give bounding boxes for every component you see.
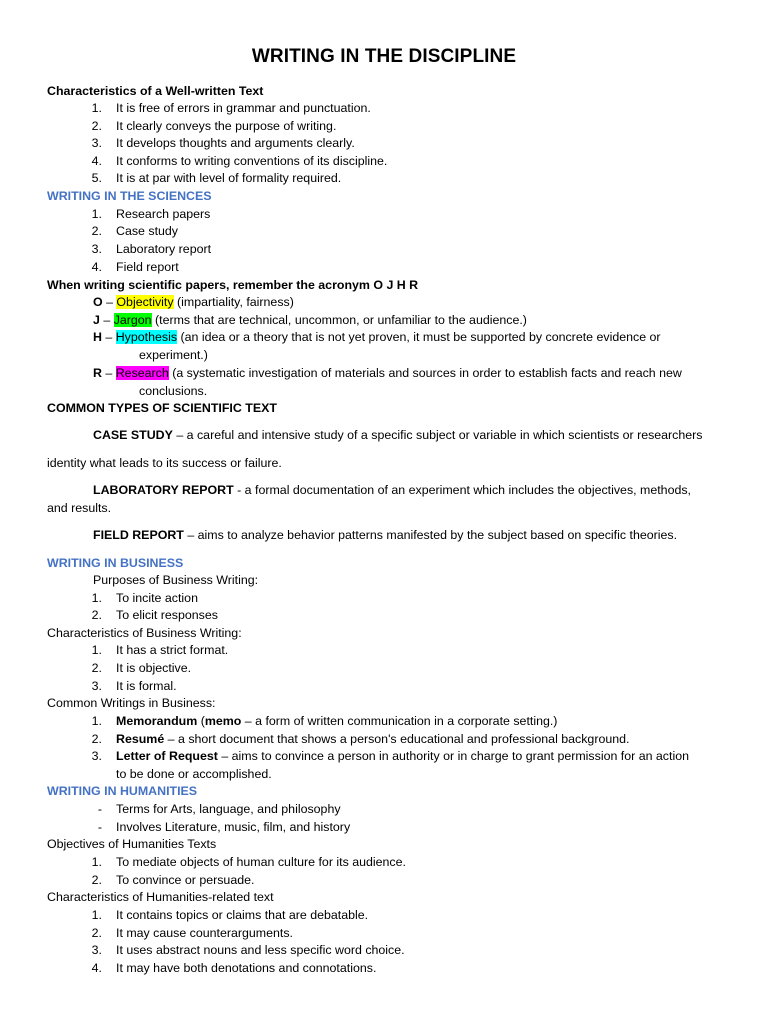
acronym-heading: When writing scientific papers, remember the acronym O J H R	[47, 278, 419, 292]
list-number: 2.	[91, 926, 102, 940]
list-number: 2.	[91, 224, 102, 238]
list-number: 2.	[91, 732, 102, 746]
section-heading-humanities: WRITING IN HUMANITIES	[47, 784, 198, 798]
list-number: 1.	[91, 101, 102, 115]
list-number: 4.	[91, 260, 102, 274]
list-item: It develops thoughts and arguments clearly.	[116, 136, 355, 150]
acronym-continuation: conclusions.	[139, 384, 208, 398]
acronym-line-h	[93, 329, 661, 345]
case-study-paragraph	[93, 427, 702, 443]
list-item: It is formal.	[116, 679, 177, 693]
list-number: 1.	[91, 643, 102, 657]
list-number: 1.	[91, 591, 102, 605]
list-item: Field report	[116, 260, 179, 274]
definition-term: Memorandum	[116, 714, 198, 728]
highlighted-term: Jargon	[113, 313, 152, 327]
definition-text: – aims to convince a person in authority or in charge to grant permission for an action	[217, 749, 689, 763]
list-item	[116, 713, 557, 729]
list-number: 3.	[91, 242, 102, 256]
list-item: It is free of errors in grammar and punctuation.	[116, 101, 371, 115]
list-item: To incite action	[116, 591, 198, 605]
list-item: It uses abstract nouns and less specific word choice.	[116, 943, 405, 957]
list-number: 1.	[91, 207, 102, 221]
acronym-dash: –	[99, 313, 114, 327]
definition-text: – a careful and intensive study of a specific subject or variable in which scientists or researchers	[172, 428, 703, 442]
acronym-description: (a systematic investigation of materials and sources in order to establish facts and reach new	[168, 366, 682, 380]
objectives-label: Objectives of Humanities Texts	[47, 837, 217, 851]
list-item: It contains topics or claims that are debatable.	[116, 908, 369, 922]
definition-term: CASE STUDY	[93, 428, 173, 442]
definition-term: Letter of Request	[116, 749, 218, 763]
list-number: 3.	[91, 749, 102, 763]
list-number: 2.	[91, 661, 102, 675]
acronym-dash: –	[101, 366, 116, 380]
acronym-description: (an idea or a theory that is not yet proven, it must be supported by concrete evidence or	[177, 330, 661, 344]
list-item: It may cause counterarguments.	[116, 926, 293, 940]
acronym-dash: –	[101, 330, 116, 344]
highlighted-term: Research	[115, 366, 169, 380]
definition-term: FIELD REPORT	[93, 528, 184, 542]
list-item: Laboratory report	[116, 242, 212, 256]
bullet-dash: -	[97, 820, 102, 834]
acronym-dash: –	[102, 295, 117, 309]
list-number: 2.	[91, 119, 102, 133]
list-number: 5.	[91, 171, 102, 185]
acronym-description: (impartiality, fairness)	[173, 295, 294, 309]
list-item: To mediate objects of human culture for its audience.	[116, 855, 406, 869]
section-heading-sciences: WRITING IN THE SCIENCES	[47, 189, 212, 203]
definition-text: – a short document that shows a person's educational and professional background.	[164, 732, 630, 746]
list-item: Research papers	[116, 207, 211, 221]
page-title: WRITING IN THE DISCIPLINE	[251, 46, 517, 67]
paragraph-continuation: identity what leads to its success or failure.	[47, 456, 282, 470]
list-item: It is at par with level of formality required.	[116, 171, 342, 185]
humanities-characteristics-label: Characteristics of Humanities-related text	[47, 890, 274, 904]
acronym-letter: H	[93, 330, 102, 344]
list-number: 3.	[91, 136, 102, 150]
definition-term: Resumé	[116, 732, 165, 746]
definition-term: memo	[204, 714, 242, 728]
lab-report-paragraph	[93, 482, 691, 498]
acronym-letter: R	[93, 366, 102, 380]
list-item: Case study	[116, 224, 178, 238]
acronym-line-j	[93, 312, 527, 328]
types-heading: COMMON TYPES OF SCIENTIFIC TEXT	[47, 401, 277, 415]
list-number: 1.	[91, 855, 102, 869]
list-item: To convince or persuade.	[116, 873, 255, 887]
field-report-paragraph	[93, 527, 677, 543]
list-item: It may have both denotations and connotations.	[116, 961, 377, 975]
acronym-line-o	[93, 294, 294, 310]
list-number: 1.	[91, 908, 102, 922]
highlighted-term: Hypothesis	[115, 330, 178, 344]
list-item-continuation: to be done or accomplished.	[116, 767, 272, 781]
characteristics-label: Characteristics of Business Writing:	[47, 626, 242, 640]
section-heading-characteristics: Characteristics of a Well-written Text	[47, 84, 264, 98]
list-item: It clearly conveys the purpose of writing.	[116, 119, 337, 133]
list-item: It has a strict format.	[116, 643, 229, 657]
list-number: 2.	[91, 873, 102, 887]
list-number: 2.	[91, 608, 102, 622]
definition-term: LABORATORY REPORT	[93, 483, 234, 497]
list-item	[116, 731, 629, 747]
list-number: 3.	[91, 943, 102, 957]
list-item: It conforms to writing conventions of its discipline.	[116, 154, 388, 168]
acronym-continuation: experiment.)	[139, 348, 208, 362]
list-item: Involves Literature, music, film, and history	[116, 820, 351, 834]
punctuation: (	[197, 714, 205, 728]
highlighted-term: Objectivity	[116, 295, 174, 309]
list-number: 3.	[91, 679, 102, 693]
bullet-dash: -	[97, 802, 102, 816]
list-number: 4.	[91, 961, 102, 975]
section-heading-business: WRITING IN BUSINESS	[47, 556, 184, 570]
acronym-letter: J	[93, 313, 100, 327]
list-number: 1.	[91, 714, 102, 728]
paragraph-continuation: and results.	[47, 501, 112, 515]
list-item: Terms for Arts, language, and philosophy	[116, 802, 341, 816]
acronym-letter: O	[93, 295, 103, 309]
acronym-line-r	[93, 365, 682, 381]
list-item: To elicit responses	[116, 608, 218, 622]
list-number: 4.	[91, 154, 102, 168]
definition-text: – a form of written communication in a corporate setting.)	[241, 714, 558, 728]
list-item	[116, 748, 689, 764]
acronym-description: (terms that are technical, uncommon, or unfamiliar to the audience.)	[151, 313, 527, 327]
common-writings-label: Common Writings in Business:	[47, 696, 216, 710]
list-item: It is objective.	[116, 661, 192, 675]
definition-text: – aims to analyze behavior patterns manifested by the subject based on specific theories.	[183, 528, 678, 542]
purposes-label: Purposes of Business Writing:	[93, 573, 259, 587]
definition-text: - a formal documentation of an experiment which includes the objectives, methods,	[233, 483, 691, 497]
